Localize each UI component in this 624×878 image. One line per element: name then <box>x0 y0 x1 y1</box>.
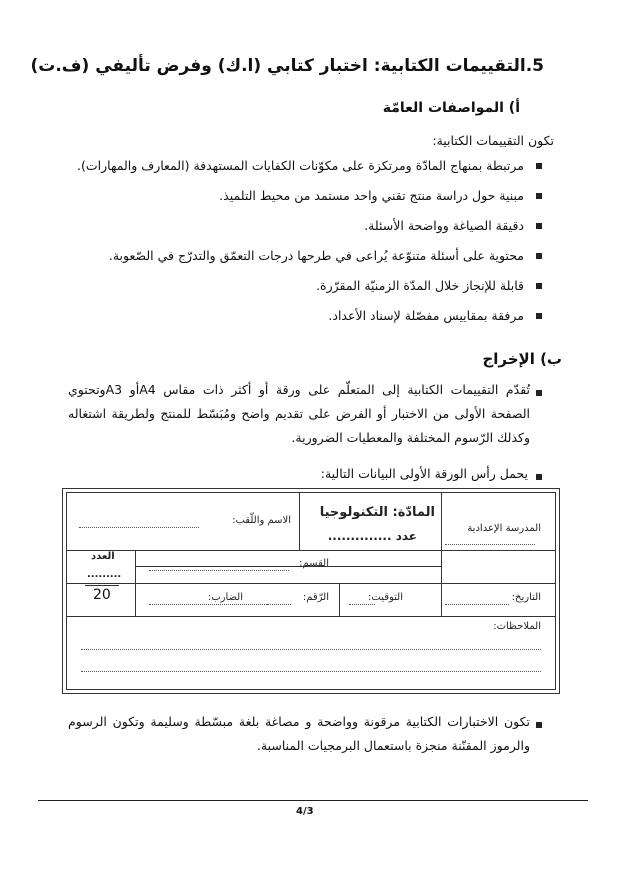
date-label: التاريخ: <box>511 592 541 603</box>
exam-header-table <box>66 492 556 690</box>
date-dots <box>445 604 509 605</box>
specs-list <box>77 158 524 338</box>
time-dots <box>349 604 375 605</box>
bullet-square-icon <box>536 253 542 259</box>
school-dots <box>445 544 535 545</box>
specs-intro: تكون التقييمات الكتابية: <box>432 133 554 148</box>
id-number-dots <box>149 604 279 605</box>
output-paragraph-2: يحمل رأس الورقة الأولى البيانات التالية: <box>320 466 528 481</box>
number-label: عدد .............. <box>327 529 417 543</box>
score-total: 20 <box>93 587 111 603</box>
school-label: المدرسة الإعدادية <box>467 523 541 534</box>
list-item: مرتبطة بمنهاج المادّة ومرتكزة على مكوّنات الكفايات المستهدفة (المعارف والمهارات). <box>84 158 524 188</box>
multiplier-label: الضارب: <box>207 592 243 603</box>
table-divider <box>299 493 300 550</box>
bullet-square-icon <box>536 313 542 319</box>
specs-heading: أ) المواصفات العامّة <box>382 100 520 116</box>
bullet-square-icon <box>536 163 542 169</box>
time-label: التوقيت: <box>368 592 403 603</box>
list-item: مرفقة بمقاييس مفصّلة لإسناد الأعداد. <box>84 308 524 338</box>
table-divider <box>67 583 555 584</box>
score-label: العدد <box>91 551 115 562</box>
multiplier-dots <box>267 604 291 605</box>
table-divider <box>441 493 442 616</box>
class-label: القسم: <box>299 558 329 569</box>
subject-label: المادّة: التكنولوجيا <box>319 505 435 520</box>
notes-dots <box>81 649 541 650</box>
table-divider <box>67 616 555 617</box>
list-item: قابلة للإنجاز خلال المدّة الزمنيّة المقرّرة. <box>84 278 524 308</box>
bullet-square-icon <box>536 223 542 229</box>
table-divider <box>135 550 136 616</box>
footer-divider <box>38 800 588 801</box>
list-item: دقيقة الصياغة وواضحة الأسئلة. <box>84 218 524 248</box>
page-number: 4/3 <box>296 806 314 817</box>
notes-label: الملاحظات: <box>493 621 541 632</box>
notes-dots <box>81 671 541 672</box>
name-label: الاسم واللّقب: <box>232 515 291 526</box>
bullet-square-icon <box>536 390 542 396</box>
bullet-square-icon <box>536 474 542 480</box>
bullet-square-icon <box>536 722 542 728</box>
class-dots <box>149 570 289 571</box>
score-dots: ......... <box>87 569 122 580</box>
name-dots <box>79 527 199 528</box>
output-paragraph-3: تكون الاختبارات الكتابية مرقونة وواضحة و مصاغة بلغة مبسّطة وسليمة وتكون الرسوم والرموز المقنّنة منجزة باستعمال البرمجيات المناسبة. <box>68 714 530 753</box>
list-item: محتوية على أسئلة متنوّعة يُراعى في طرحها درجات التعمّق والتدرّج في الصّعوبة. <box>84 248 524 278</box>
table-divider <box>135 566 441 567</box>
bullet-square-icon <box>536 283 542 289</box>
output-paragraph-1: تُقدّم التقييمات الكتابية إلى المتعلّم على ورقة أو أكثر ذات مقاس A4أو A3وتحتوي الصفحة الأولى من الاختبار أو الفرض على تقديم واضح ومُبَسّط للمنتج ولطريقة اشتغاله وكذلك الرّسوم المختلفة والمعطيات الضرورية. <box>68 382 530 445</box>
table-divider <box>339 583 340 616</box>
output-heading: ب) الإخراج <box>482 350 562 368</box>
list-item: مبنية حول دراسة منتج تقني واحد مستمد من محيط التلميذ. <box>84 188 524 218</box>
table-divider <box>67 550 555 551</box>
id-number-label: الرّقم: <box>302 592 329 603</box>
section-title: 5.التقييمات الكتابية: اختبار كتابي (ا.ك) وفرض تأليفي (ف.ت) <box>30 56 544 76</box>
bullet-square-icon <box>536 193 542 199</box>
score-fraction-line <box>85 585 119 586</box>
